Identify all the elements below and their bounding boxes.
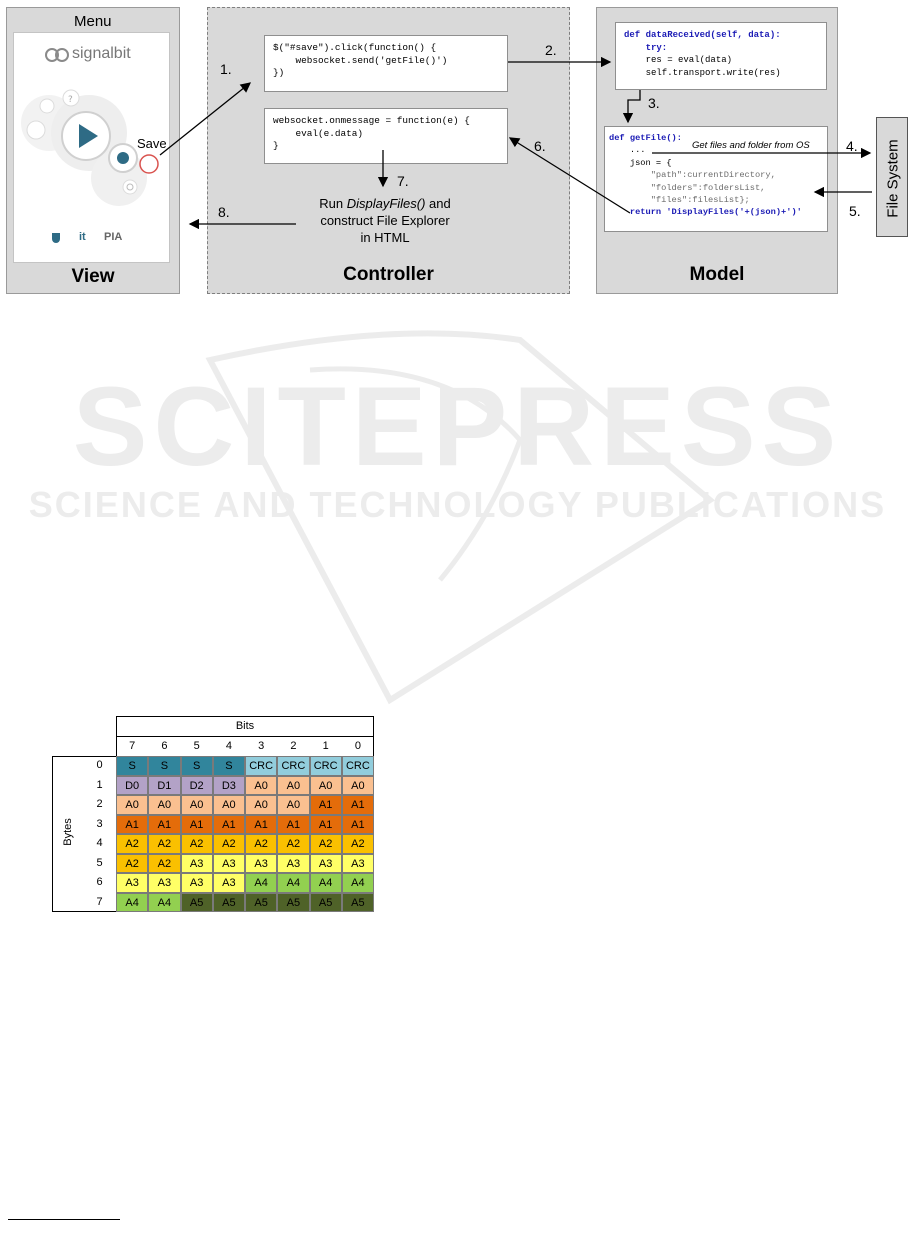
watermark-title: SCITEPRESS <box>72 364 843 489</box>
controller-title: Controller <box>343 264 434 285</box>
table-cell: A1 <box>342 815 374 835</box>
table-cell: A0 <box>148 795 180 815</box>
table-cell: A0 <box>277 795 309 815</box>
run-displayfiles-note: Run DisplayFiles() and construct File Explorer in HTML <box>319 196 451 245</box>
table-cell: A2 <box>116 854 148 874</box>
table-cell: A1 <box>148 815 180 835</box>
table-cell: A2 <box>342 834 374 854</box>
table-cell: A2 <box>245 834 277 854</box>
byte-label: 4 <box>96 837 103 849</box>
bit-label: 3 <box>258 740 265 752</box>
table-cell: A1 <box>213 815 245 835</box>
table-cell: D0 <box>116 776 148 796</box>
table-cell: S <box>148 756 180 776</box>
watermark-subtitle: SCIENCE AND TECHNOLOGY PUBLICATIONS <box>28 484 887 525</box>
bytes-header: Bytes <box>62 818 74 846</box>
code-getfile: def getFile(): ... json = { "path":currentDirectory, "folders":foldersList, "files":filesList}; return 'DisplayFiles('+(json)+')' <box>604 126 828 232</box>
bit-label: 0 <box>354 740 361 752</box>
table-cell: A4 <box>277 873 309 893</box>
table-cell: A3 <box>116 873 148 893</box>
table-cell: A3 <box>213 854 245 874</box>
byte-label: 3 <box>96 817 103 830</box>
table-cell: A2 <box>148 834 180 854</box>
byte-label: 0 <box>96 759 103 771</box>
step-1: 1. <box>220 61 232 77</box>
table-cell: CRC <box>310 756 342 776</box>
byte-label: 2 <box>96 798 103 810</box>
table-cell: A2 <box>213 834 245 854</box>
bit-label: 2 <box>290 740 297 752</box>
view-title: View <box>71 266 115 287</box>
table-cell: A1 <box>310 815 342 835</box>
code-click-handler: $("#save").click(function() { websocket.send('getFile()') }) <box>264 35 508 92</box>
table-cell: A2 <box>181 834 213 854</box>
step-6: 6. <box>534 138 546 154</box>
table-cell: A3 <box>310 854 342 874</box>
save-label: Save <box>137 136 167 151</box>
table-cell: A0 <box>116 795 148 815</box>
table-cell: A2 <box>148 854 180 874</box>
table-cell: D3 <box>213 776 245 796</box>
bit-label: 7 <box>129 740 136 752</box>
table-cell: CRC <box>277 756 309 776</box>
table-cell: A4 <box>342 873 374 893</box>
table-cell: A3 <box>277 854 309 874</box>
table-cell: A5 <box>342 893 374 913</box>
table-cell: A1 <box>277 815 309 835</box>
byte-label: 6 <box>96 876 103 888</box>
table-cell: CRC <box>342 756 374 776</box>
table-cell: A2 <box>277 834 309 854</box>
table-cell: A5 <box>245 893 277 913</box>
table-cell: A1 <box>342 795 374 815</box>
table-cell: S <box>116 756 148 776</box>
table-cell: A3 <box>342 854 374 874</box>
table-cell: CRC <box>245 756 277 776</box>
table-cell: A0 <box>342 776 374 796</box>
bit-label: 4 <box>225 740 232 752</box>
table-cell: S <box>181 756 213 776</box>
table-cell: A3 <box>245 854 277 874</box>
step-5: 5. <box>849 203 861 219</box>
table-cell: A5 <box>277 893 309 913</box>
step-4: 4. <box>846 138 858 154</box>
step-8: 8. <box>218 204 230 220</box>
table-cell: A0 <box>245 776 277 796</box>
menu-label: Menu <box>74 13 112 30</box>
table-cell: D1 <box>148 776 180 796</box>
table-cell: A4 <box>310 873 342 893</box>
table-cell: A3 <box>148 873 180 893</box>
bit-label: 1 <box>322 740 329 752</box>
table-cell: A2 <box>310 834 342 854</box>
byte-label: 5 <box>96 856 103 869</box>
table-cell: A5 <box>310 893 342 913</box>
footnote-rule <box>8 1219 120 1220</box>
model-title: Model <box>689 264 745 285</box>
code-data-received: def dataReceived(self, data): try: res = eval(data) self.transport.write(res) <box>615 22 827 90</box>
table-cell: A4 <box>148 893 180 913</box>
table-cell: A0 <box>310 776 342 796</box>
byte-label: 1 <box>96 778 103 791</box>
step-2: 2. <box>545 42 557 58</box>
table-cell: A3 <box>181 854 213 874</box>
bit-label: 6 <box>161 740 168 752</box>
table-cell: A3 <box>181 873 213 893</box>
code-onmessage-handler: websocket.onmessage = function(e) { eval(e.data) } <box>264 108 508 164</box>
table-cell: A5 <box>213 893 245 913</box>
table-cell: A0 <box>213 795 245 815</box>
table-cell: A4 <box>245 873 277 893</box>
bit-label: 5 <box>193 740 200 752</box>
bits-header: Bits <box>116 716 374 737</box>
os-note: Get files and folder from OS <box>692 140 810 151</box>
table-cell: A0 <box>277 776 309 796</box>
file-system-label: File System <box>884 139 902 218</box>
byte-label: 7 <box>96 895 103 908</box>
table-cell: A1 <box>310 795 342 815</box>
table-cell: A0 <box>245 795 277 815</box>
table-cell: A1 <box>116 815 148 835</box>
table-cell: A3 <box>213 873 245 893</box>
table-cell: D2 <box>181 776 213 796</box>
signalbit-logo-text: signalbit <box>72 45 131 62</box>
step-7: 7. <box>397 173 409 189</box>
table-cell: S <box>213 756 245 776</box>
footer-logo-it: it <box>79 231 86 243</box>
table-cell: A5 <box>181 893 213 913</box>
table-cell: A1 <box>181 815 213 835</box>
table-cell: A0 <box>181 795 213 815</box>
table-cell: A2 <box>116 834 148 854</box>
step-3: 3. <box>648 95 660 111</box>
svg-text:?: ? <box>68 95 73 105</box>
footer-logo-pia: PIA <box>104 231 123 243</box>
table-cell: A1 <box>245 815 277 835</box>
table-cell: A4 <box>116 893 148 913</box>
